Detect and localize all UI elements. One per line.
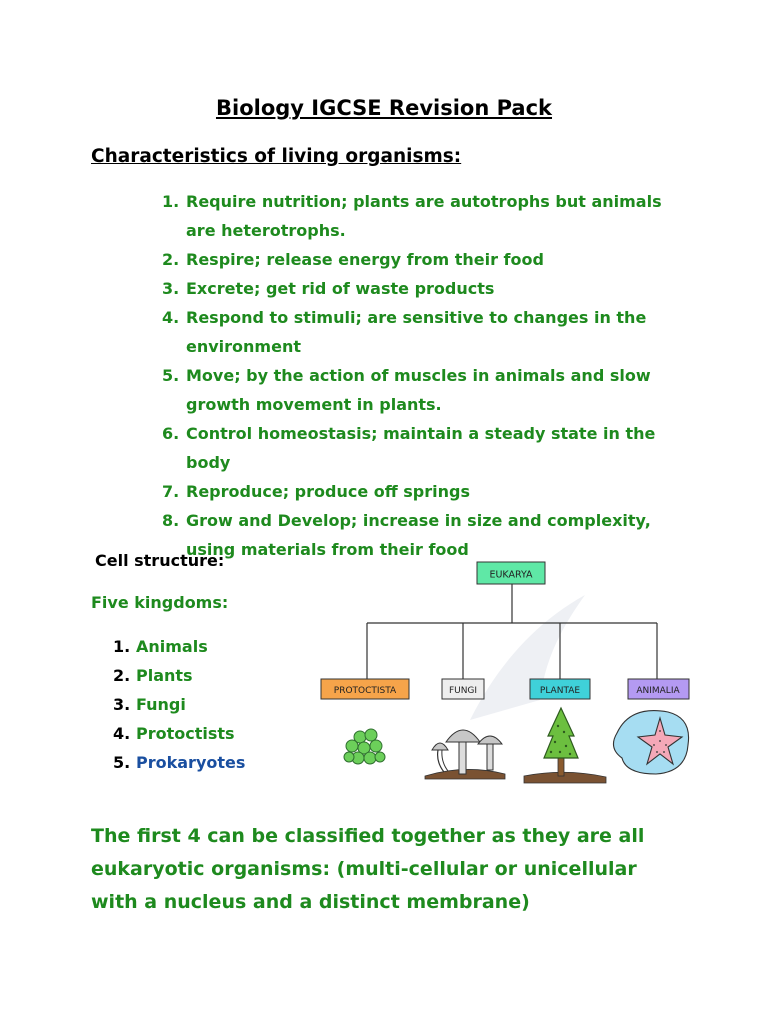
list-item-text: Control homeostasis; maintain a steady state in the body <box>186 424 656 472</box>
section-heading: Characteristics of living organisms: <box>91 146 462 167</box>
list-item-text: Protoctists <box>136 724 235 743</box>
plantae-label: PLANTAE <box>539 686 581 696</box>
list-number: 1. <box>162 192 180 211</box>
list-number: 7. <box>162 482 180 501</box>
list-item-text: Plants <box>136 666 193 685</box>
protoctista-node <box>321 679 409 699</box>
fungi-node <box>442 679 484 699</box>
eukarya-diagram <box>305 550 710 810</box>
starfish-icon <box>613 711 688 774</box>
list-number: 2. <box>162 250 180 269</box>
list-number: 4. <box>162 308 180 327</box>
eukarya-node <box>477 562 545 584</box>
list-item-text: Respire; release energy from their food <box>186 250 544 269</box>
list-item <box>91 632 321 661</box>
list-number: 5. <box>162 366 180 385</box>
list-item <box>150 477 695 506</box>
plantae-node <box>530 679 590 699</box>
list-item <box>91 690 321 719</box>
list-item <box>150 187 695 245</box>
list-item <box>150 274 695 303</box>
list-number: 2. <box>113 666 131 685</box>
list-number: 4. <box>113 724 131 743</box>
list-number: 6. <box>162 424 180 443</box>
animalia-node <box>628 679 689 699</box>
watermark-shape <box>470 595 585 720</box>
animalia-label: ANIMALIA <box>636 686 680 696</box>
mushroom-icon <box>425 730 505 779</box>
list-number: 8. <box>162 511 180 530</box>
list-item-text: Reproduce; produce off springs <box>186 482 470 501</box>
tree-icon <box>524 708 606 783</box>
kingdoms-list <box>91 632 321 777</box>
list-item-text: Fungi <box>136 695 186 714</box>
list-item-text: Move; by the action of muscles in animals and slow growth movement in plants. <box>186 366 651 414</box>
list-item-text: Excrete; get rid of waste products <box>186 279 495 298</box>
list-item <box>91 748 321 777</box>
eukarya-label: EUKARYA <box>489 569 533 581</box>
list-item <box>150 245 695 274</box>
list-item-text: Require nutrition; plants are autotrophs but animals are heterotrophs. <box>186 192 662 240</box>
characteristics-list <box>150 187 695 564</box>
fungi-label: FUNGI <box>448 686 478 696</box>
list-number: 5. <box>113 753 131 772</box>
protoctista-cells-icon <box>344 729 385 764</box>
protoctista-label: PROTOCTISTA <box>333 686 397 696</box>
list-number: 3. <box>162 279 180 298</box>
cell-structure-heading: Cell structure: <box>95 551 225 570</box>
list-item <box>91 719 321 748</box>
five-kingdoms-heading: Five kingdoms: <box>91 593 229 612</box>
page-title: Biology IGCSE Revision Pack <box>215 96 553 120</box>
list-item <box>150 361 695 419</box>
list-item-text: Animals <box>136 637 208 656</box>
list-item <box>150 303 695 361</box>
list-number: 3. <box>113 695 131 714</box>
list-number: 1. <box>113 637 131 656</box>
summary-paragraph: The first 4 can be classified together as they are all eukaryotic organisms: (multi-cellular or unicellular with a nucleus and a distinct membrane) <box>91 825 645 913</box>
list-item <box>150 419 695 477</box>
list-item <box>91 661 321 690</box>
list-item-text: Grow and Develop; increase in size and complexity, using materials from their food <box>186 511 651 559</box>
list-item-text: Respond to stimuli; are sensitive to changes in the environment <box>186 308 647 356</box>
list-item-text: Prokaryotes <box>136 753 246 772</box>
